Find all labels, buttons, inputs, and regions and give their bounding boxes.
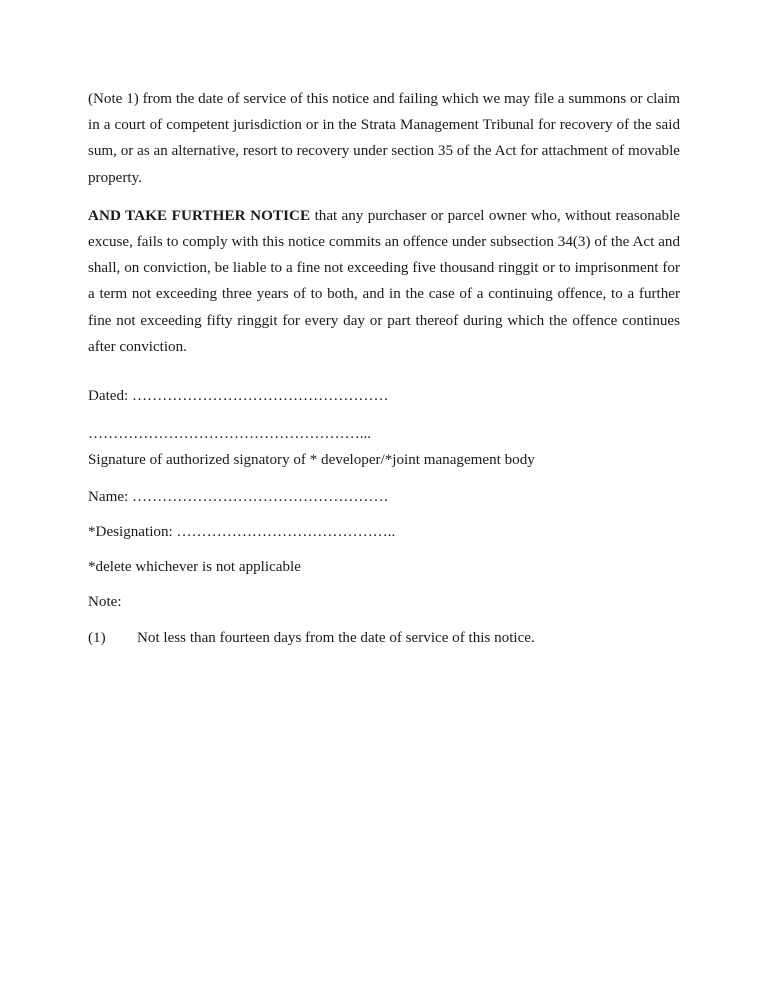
name-label: Name: — [88, 488, 129, 505]
note-item-text: Not less than fourteen days from the date of service of this notice. — [137, 630, 535, 647]
name-field-line — [88, 484, 680, 510]
signature-rule-dots: ………………………………………………... — [88, 426, 372, 443]
delete-whichever-note: *delete whichever is not applicable — [88, 559, 301, 576]
note-item-number: (1) — [88, 630, 106, 647]
spacer-before-signature-block — [88, 372, 680, 383]
dated-field-line — [88, 383, 680, 409]
signature-caption: Signature of authorized signatory of * developer/*joint management body — [88, 452, 535, 469]
designation-label: *Designation: — [88, 523, 173, 540]
notes-heading: Note: — [88, 594, 122, 611]
paragraph-further-notice — [88, 203, 680, 360]
dated-label: Dated: — [88, 388, 129, 405]
signature-dotted-rule[interactable] — [88, 421, 680, 447]
further-notice-heading: AND TAKE FURTHER NOTICE — [88, 207, 311, 224]
note-item — [88, 625, 680, 651]
dated-dotted-line[interactable]: …………………………………………… — [128, 388, 389, 405]
paragraph-recovery-of-sum: (Note 1) from the date of service of this notice and failing which we may file a summons or claim in a court of competent jurisdiction or in the Strata Management Tribunal for recovery of the said sum, or as an alternative, resort to recovery under section 35 of the Act for attachment of movable property. — [88, 91, 680, 186]
spacer-before-signature-rule — [88, 409, 680, 421]
name-dotted-line[interactable]: …………………………………………… — [128, 488, 389, 505]
further-notice-text: that any purchaser or parcel owner who, without reasonable excuse, fails to comply with this notice commits an offence under subsection 34(3) of the Act and shall, on conviction, be liable to a fine not exceeding five thousand ringgit or to imprisonment for a term not exceeding three years of to both, and in the case of a continuing offence, to a further fine not exceeding fifty ringgit for every day or part thereof during which the offence continues after conviction. — [88, 207, 680, 355]
designation-dotted-line[interactable]: …………………………………….. — [172, 523, 396, 540]
document-body — [88, 86, 680, 652]
designation-field-line — [88, 519, 680, 545]
